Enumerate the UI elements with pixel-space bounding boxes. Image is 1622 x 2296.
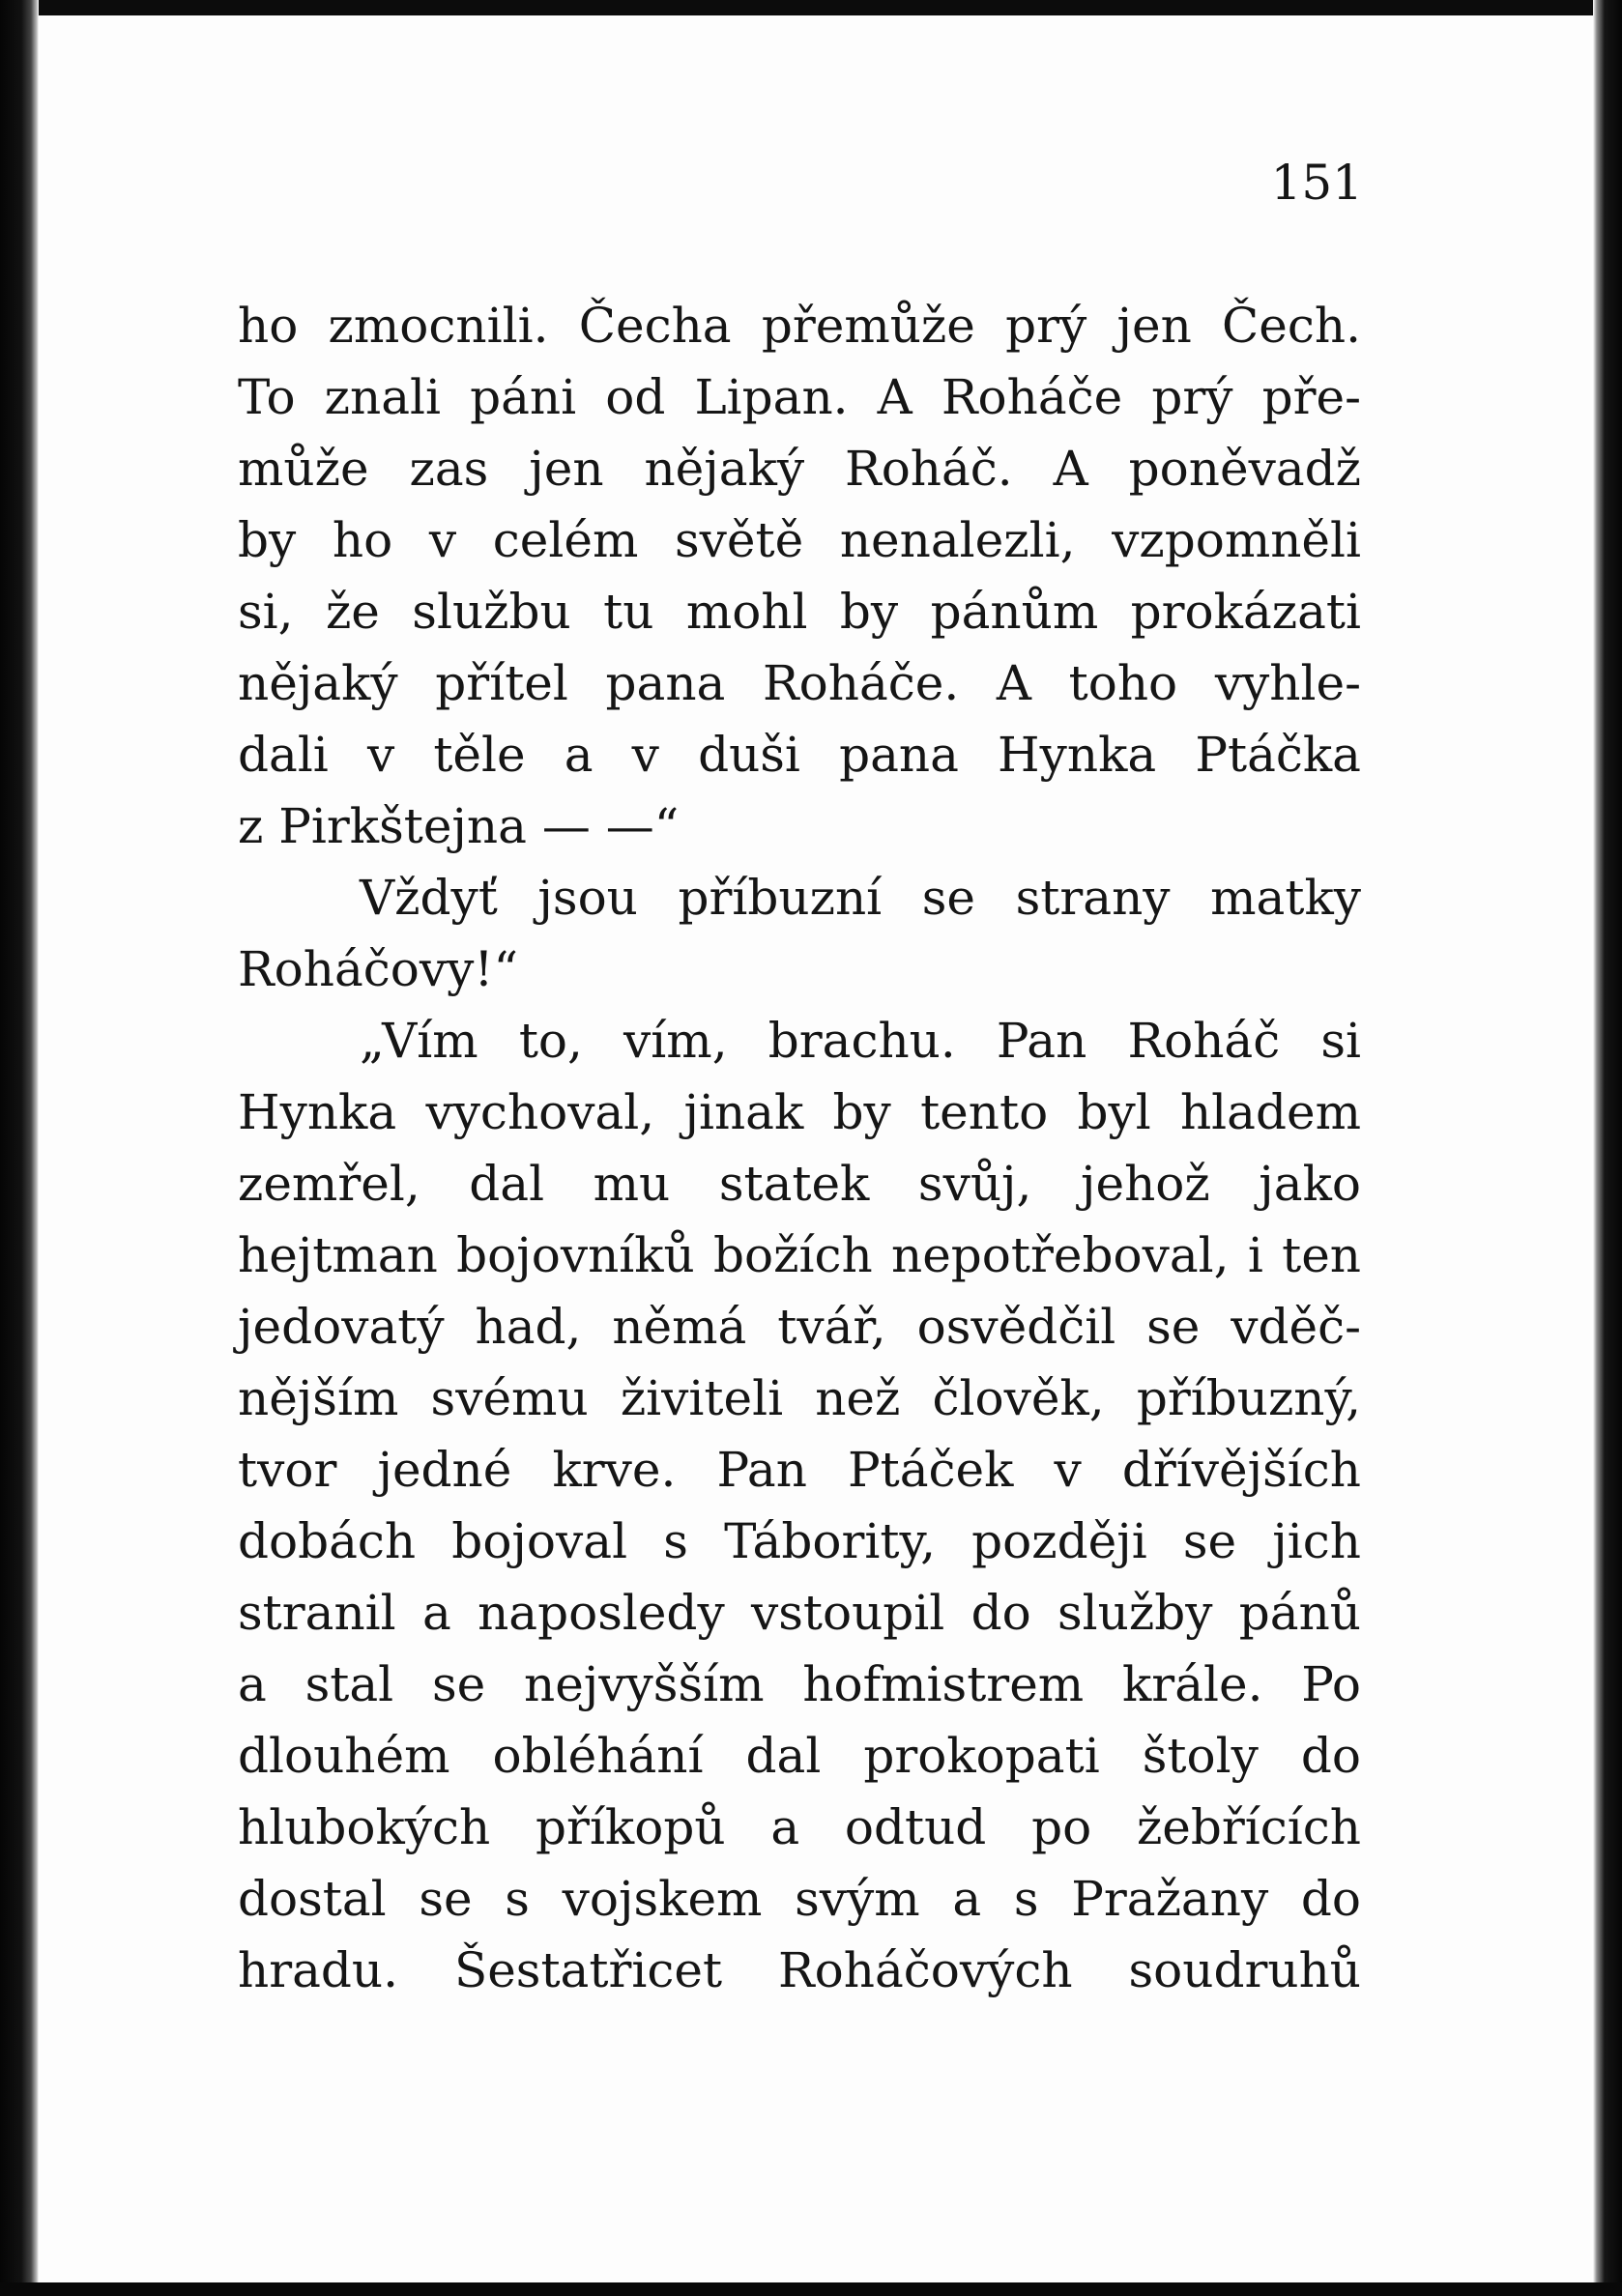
body-text <box>238 290 1361 2006</box>
page-number: 151 <box>1270 155 1363 211</box>
text-line: hejtman bojovníků božích nepotřeboval, i ten <box>238 1227 1361 1283</box>
text-line: z Pirkštejna — —“ <box>238 798 680 854</box>
scan-border-right <box>1593 0 1622 2296</box>
text-line: stranil a naposledy vstoupil do služby pánů <box>238 1585 1361 1641</box>
text-line: jedovatý had, němá tvář, osvědčil se vděč- <box>238 1299 1361 1355</box>
text-line: Vždyť jsou příbuzní se strany matky <box>360 870 1361 926</box>
text-line: dlouhém obléhání dal prokopati štoly do <box>238 1728 1361 1784</box>
text-line: si, že službu tu mohl by pánům prokázati <box>238 584 1361 640</box>
text-line: ho zmocnili. Čecha přemůže prý jen Čech. <box>238 298 1361 354</box>
text-line: může zas jen nějaký Roháč. A poněvadž <box>238 441 1361 497</box>
text-line: a stal se nejvyšším hofmistrem krále. Po <box>238 1656 1361 1712</box>
text-line: dobách bojoval s Tábority, později se jich <box>238 1513 1361 1569</box>
text-line: „Vím to, vím, brachu. Pan Roháč si <box>360 1013 1361 1069</box>
text-line: by ho v celém světě nenalezli, vzpomněli <box>238 512 1361 568</box>
scan-border-left <box>0 0 39 2296</box>
text-line: dostal se s vojskem svým a s Pražany do <box>238 1871 1361 1927</box>
text-line: nějším svému živiteli než člověk, příbuzný, <box>238 1370 1361 1426</box>
text-line: tvor jedné krve. Pan Ptáček v dřívějších <box>238 1442 1361 1498</box>
scan-border-top <box>0 0 1622 15</box>
text-line: Roháčovy!“ <box>238 941 519 997</box>
text-line: To znali páni od Lipan. A Roháče prý pře- <box>238 369 1361 425</box>
text-line: dali v těle a v duši pana Hynka Ptáčka <box>238 727 1361 783</box>
text-line: hradu. Šestatřicet Roháčových soudruhů <box>238 1942 1361 1998</box>
text-line: Hynka vychoval, jinak by tento byl hladem <box>238 1084 1361 1140</box>
text-line: hlubokých příkopů a odtud po žebřících <box>238 1799 1361 1855</box>
scan-border-bottom <box>0 2282 1622 2296</box>
text-line: zemřel, dal mu statek svůj, jehož jako <box>238 1156 1361 1212</box>
text-line: nějaký přítel pana Roháče. A toho vyhle- <box>238 655 1361 711</box>
